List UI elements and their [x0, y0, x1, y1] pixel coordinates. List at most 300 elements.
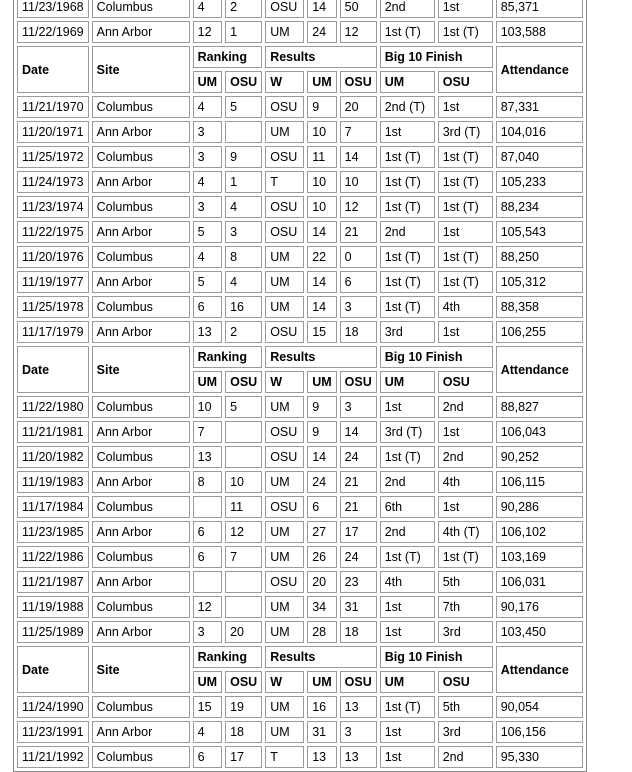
um-score-cell: 6 — [307, 496, 336, 518]
osu-ranking-cell — [225, 596, 262, 618]
um-score-cell: 20 — [307, 571, 336, 593]
date-cell: 11/25/1972 — [17, 146, 89, 168]
site-cell: Columbus — [92, 196, 190, 218]
osu-ranking-cell: 8 — [225, 246, 262, 268]
big10-finish-header: Big 10 Finish — [380, 46, 493, 68]
osu-big10-finish-cell: 3rd — [438, 621, 493, 643]
table-row — [17, 471, 583, 493]
osu-ranking-cell: 4 — [225, 196, 262, 218]
site-cell: Columbus — [92, 446, 190, 468]
osu-score-cell: 0 — [340, 246, 377, 268]
um-score-cell: 9 — [307, 421, 336, 443]
date-cell: 11/23/1974 — [17, 196, 89, 218]
ranking-header: Ranking — [193, 346, 263, 368]
site-cell: Ann Arbor — [92, 421, 190, 443]
um-score-cell: 10 — [307, 171, 336, 193]
table-row — [17, 446, 583, 468]
osu-ranking-cell — [225, 571, 262, 593]
table-row — [17, 96, 583, 118]
um-ranking-cell: 4 — [193, 96, 222, 118]
osu-big10-finish-cell: 2nd — [438, 746, 493, 768]
osu-ranking-cell: 7 — [225, 546, 262, 568]
attendance-cell: 90,054 — [496, 696, 583, 718]
um-score-cell: 15 — [307, 321, 336, 343]
winner-cell: UM — [265, 21, 304, 43]
um-big10-finish-cell: 1st — [380, 621, 435, 643]
table-row — [17, 546, 583, 568]
osu-big10-finish-cell: 1st — [438, 96, 493, 118]
osu-score-cell: 3 — [340, 296, 377, 318]
winner-cell: OSU — [265, 446, 304, 468]
results-w-subheader: W — [265, 671, 304, 693]
um-ranking-cell: 13 — [193, 321, 222, 343]
table-row — [17, 146, 583, 168]
winner-cell: UM — [265, 246, 304, 268]
table-row — [17, 621, 583, 643]
um-ranking-cell: 5 — [193, 221, 222, 243]
date-cell: 11/19/1988 — [17, 596, 89, 618]
osu-ranking-cell: 5 — [225, 96, 262, 118]
um-big10-finish-cell: 1st (T) — [380, 446, 435, 468]
big10-um-subheader: UM — [380, 71, 435, 93]
osu-big10-finish-cell: 1st (T) — [438, 271, 493, 293]
osu-score-cell: 14 — [340, 146, 377, 168]
attendance-cell: 90,252 — [496, 446, 583, 468]
um-score-cell: 26 — [307, 546, 336, 568]
table-row — [17, 196, 583, 218]
um-score-cell: 9 — [307, 96, 336, 118]
big10-osu-subheader: OSU — [438, 371, 493, 393]
table-row — [17, 21, 583, 43]
osu-big10-finish-cell: 2nd — [438, 446, 493, 468]
attendance-cell: 103,169 — [496, 546, 583, 568]
osu-ranking-cell — [225, 121, 262, 143]
winner-cell: UM — [265, 721, 304, 743]
table-row — [17, 696, 583, 718]
winner-cell: T — [265, 746, 304, 768]
site-header: Site — [92, 46, 190, 93]
table-row — [17, 171, 583, 193]
osu-big10-finish-cell: 1st (T) — [438, 196, 493, 218]
um-big10-finish-cell: 1st (T) — [380, 271, 435, 293]
site-cell: Columbus — [92, 746, 190, 768]
results-um-subheader: UM — [307, 71, 336, 93]
site-cell: Ann Arbor — [92, 621, 190, 643]
um-ranking-cell: 4 — [193, 721, 222, 743]
osu-big10-finish-cell: 1st — [438, 0, 493, 18]
site-cell: Ann Arbor — [92, 171, 190, 193]
attendance-header: Attendance — [496, 46, 583, 93]
date-cell: 11/17/1984 — [17, 496, 89, 518]
table-row — [17, 121, 583, 143]
osu-score-cell: 20 — [340, 96, 377, 118]
winner-cell: T — [265, 171, 304, 193]
attendance-cell: 106,031 — [496, 571, 583, 593]
osu-big10-finish-cell: 7th — [438, 596, 493, 618]
big10-um-subheader: UM — [380, 671, 435, 693]
results-header: Results — [265, 346, 377, 368]
osu-ranking-cell: 2 — [225, 321, 262, 343]
um-score-cell: 10 — [307, 196, 336, 218]
um-ranking-cell: 12 — [193, 596, 222, 618]
um-ranking-cell: 4 — [193, 246, 222, 268]
osu-score-cell: 21 — [340, 471, 377, 493]
um-ranking-cell: 5 — [193, 271, 222, 293]
date-cell: 11/25/1989 — [17, 621, 89, 643]
date-cell: 11/21/1992 — [17, 746, 89, 768]
um-score-cell: 24 — [307, 21, 336, 43]
um-big10-finish-cell: 6th — [380, 496, 435, 518]
osu-big10-finish-cell: 4th — [438, 471, 493, 493]
winner-cell: UM — [265, 521, 304, 543]
osu-score-cell: 18 — [340, 621, 377, 643]
osu-big10-finish-cell: 5th — [438, 696, 493, 718]
winner-cell: UM — [265, 121, 304, 143]
ranking-header: Ranking — [193, 46, 263, 68]
date-cell: 11/22/1975 — [17, 221, 89, 243]
big10-finish-header: Big 10 Finish — [380, 346, 493, 368]
um-score-cell: 14 — [307, 221, 336, 243]
attendance-cell: 88,827 — [496, 396, 583, 418]
um-big10-finish-cell: 3rd — [380, 321, 435, 343]
winner-cell: OSU — [265, 221, 304, 243]
ranking-osu-subheader: OSU — [225, 371, 262, 393]
um-big10-finish-cell: 1st (T) — [380, 21, 435, 43]
winner-cell: UM — [265, 271, 304, 293]
um-ranking-cell: 15 — [193, 696, 222, 718]
osu-score-cell: 6 — [340, 271, 377, 293]
osu-big10-finish-cell: 1st — [438, 421, 493, 443]
osu-big10-finish-cell: 3rd — [438, 721, 493, 743]
results-w-subheader: W — [265, 71, 304, 93]
date-cell: 11/25/1978 — [17, 296, 89, 318]
attendance-cell: 105,312 — [496, 271, 583, 293]
table-row — [17, 246, 583, 268]
um-big10-finish-cell: 2nd — [380, 471, 435, 493]
osu-score-cell: 14 — [340, 421, 377, 443]
osu-big10-finish-cell: 1st — [438, 321, 493, 343]
um-ranking-cell: 12 — [193, 21, 222, 43]
um-big10-finish-cell: 1st (T) — [380, 696, 435, 718]
date-cell: 11/22/1986 — [17, 546, 89, 568]
um-score-cell: 14 — [307, 271, 336, 293]
table-row — [17, 746, 583, 768]
osu-big10-finish-cell: 4th (T) — [438, 521, 493, 543]
table-row — [17, 496, 583, 518]
site-header: Site — [92, 646, 190, 693]
osu-ranking-cell: 3 — [225, 221, 262, 243]
site-cell: Ann Arbor — [92, 21, 190, 43]
osu-score-cell: 24 — [340, 446, 377, 468]
winner-cell: OSU — [265, 421, 304, 443]
um-big10-finish-cell: 1st (T) — [380, 246, 435, 268]
site-cell: Ann Arbor — [92, 571, 190, 593]
um-big10-finish-cell: 1st — [380, 721, 435, 743]
site-cell: Ann Arbor — [92, 221, 190, 243]
date-header: Date — [17, 346, 89, 393]
um-score-cell: 11 — [307, 146, 336, 168]
date-cell: 11/20/1971 — [17, 121, 89, 143]
site-cell: Columbus — [92, 246, 190, 268]
osu-score-cell: 21 — [340, 221, 377, 243]
date-cell: 11/17/1979 — [17, 321, 89, 343]
ranking-osu-subheader: OSU — [225, 671, 262, 693]
osu-score-cell: 12 — [340, 196, 377, 218]
um-big10-finish-cell: 1st — [380, 396, 435, 418]
attendance-cell: 87,040 — [496, 146, 583, 168]
site-cell: Columbus — [92, 146, 190, 168]
um-ranking-cell: 6 — [193, 546, 222, 568]
winner-cell: UM — [265, 546, 304, 568]
um-score-cell: 14 — [307, 446, 336, 468]
date-cell: 11/22/1980 — [17, 396, 89, 418]
osu-ranking-cell: 11 — [225, 496, 262, 518]
site-cell: Columbus — [92, 696, 190, 718]
date-cell: 11/23/1985 — [17, 521, 89, 543]
table-row — [17, 596, 583, 618]
osu-ranking-cell: 17 — [225, 746, 262, 768]
header-row — [17, 646, 583, 668]
osu-ranking-cell: 2 — [225, 0, 262, 18]
results-table — [13, 0, 587, 772]
site-cell: Ann Arbor — [92, 321, 190, 343]
table-row — [17, 0, 583, 18]
osu-score-cell: 10 — [340, 171, 377, 193]
um-ranking-cell — [193, 496, 222, 518]
um-big10-finish-cell: 1st (T) — [380, 171, 435, 193]
osu-ranking-cell: 19 — [225, 696, 262, 718]
winner-cell: UM — [265, 396, 304, 418]
site-cell: Columbus — [92, 0, 190, 18]
results-w-subheader: W — [265, 371, 304, 393]
osu-ranking-cell: 9 — [225, 146, 262, 168]
site-cell: Columbus — [92, 296, 190, 318]
osu-big10-finish-cell: 4th — [438, 296, 493, 318]
date-header: Date — [17, 646, 89, 693]
table-row — [17, 296, 583, 318]
attendance-cell: 103,588 — [496, 21, 583, 43]
osu-score-cell: 18 — [340, 321, 377, 343]
date-cell: 11/21/1987 — [17, 571, 89, 593]
site-cell: Columbus — [92, 96, 190, 118]
winner-cell: OSU — [265, 196, 304, 218]
um-score-cell: 22 — [307, 246, 336, 268]
um-score-cell: 9 — [307, 396, 336, 418]
date-cell: 11/21/1970 — [17, 96, 89, 118]
attendance-cell: 88,234 — [496, 196, 583, 218]
osu-big10-finish-cell: 1st (T) — [438, 21, 493, 43]
winner-cell: UM — [265, 696, 304, 718]
osu-score-cell: 13 — [340, 696, 377, 718]
um-ranking-cell: 3 — [193, 196, 222, 218]
osu-ranking-cell — [225, 446, 262, 468]
date-cell: 11/19/1977 — [17, 271, 89, 293]
osu-big10-finish-cell: 1st (T) — [438, 246, 493, 268]
date-cell: 11/22/1969 — [17, 21, 89, 43]
winner-cell: OSU — [265, 321, 304, 343]
um-score-cell: 10 — [307, 121, 336, 143]
attendance-header: Attendance — [496, 346, 583, 393]
osu-score-cell: 17 — [340, 521, 377, 543]
um-ranking-cell: 3 — [193, 146, 222, 168]
um-score-cell: 16 — [307, 696, 336, 718]
winner-cell: OSU — [265, 96, 304, 118]
um-big10-finish-cell: 1st (T) — [380, 296, 435, 318]
winner-cell: UM — [265, 621, 304, 643]
um-big10-finish-cell: 2nd — [380, 221, 435, 243]
results-um-subheader: UM — [307, 371, 336, 393]
um-score-cell: 14 — [307, 296, 336, 318]
big10-um-subheader: UM — [380, 371, 435, 393]
osu-ranking-cell: 1 — [225, 171, 262, 193]
results-osu-subheader: OSU — [340, 371, 377, 393]
attendance-cell: 90,286 — [496, 496, 583, 518]
winner-cell: OSU — [265, 496, 304, 518]
osu-ranking-cell: 16 — [225, 296, 262, 318]
attendance-cell: 90,176 — [496, 596, 583, 618]
results-um-subheader: UM — [307, 671, 336, 693]
ranking-um-subheader: UM — [193, 71, 222, 93]
ranking-header: Ranking — [193, 646, 263, 668]
osu-ranking-cell: 4 — [225, 271, 262, 293]
site-cell: Ann Arbor — [92, 271, 190, 293]
osu-score-cell: 3 — [340, 396, 377, 418]
um-big10-finish-cell: 1st (T) — [380, 196, 435, 218]
attendance-cell: 87,331 — [496, 96, 583, 118]
table-row — [17, 571, 583, 593]
date-cell: 11/20/1982 — [17, 446, 89, 468]
site-cell: Columbus — [92, 596, 190, 618]
um-score-cell: 27 — [307, 521, 336, 543]
site-cell: Columbus — [92, 496, 190, 518]
um-ranking-cell: 6 — [193, 746, 222, 768]
osu-score-cell: 21 — [340, 496, 377, 518]
um-big10-finish-cell: 1st (T) — [380, 546, 435, 568]
winner-cell: OSU — [265, 571, 304, 593]
attendance-cell: 104,016 — [496, 121, 583, 143]
um-ranking-cell: 10 — [193, 396, 222, 418]
big10-osu-subheader: OSU — [438, 71, 493, 93]
date-cell: 11/23/1991 — [17, 721, 89, 743]
osu-ranking-cell: 20 — [225, 621, 262, 643]
um-ranking-cell: 3 — [193, 621, 222, 643]
attendance-cell: 88,358 — [496, 296, 583, 318]
um-ranking-cell: 6 — [193, 521, 222, 543]
site-header: Site — [92, 346, 190, 393]
table-row — [17, 221, 583, 243]
osu-score-cell: 3 — [340, 721, 377, 743]
table-row — [17, 321, 583, 343]
attendance-header: Attendance — [496, 646, 583, 693]
osu-score-cell: 31 — [340, 596, 377, 618]
um-score-cell: 24 — [307, 471, 336, 493]
winner-cell: UM — [265, 596, 304, 618]
header-row — [17, 46, 583, 68]
osu-score-cell: 50 — [340, 0, 377, 18]
winner-cell: OSU — [265, 0, 304, 18]
attendance-cell: 95,330 — [496, 746, 583, 768]
osu-ranking-cell: 12 — [225, 521, 262, 543]
um-big10-finish-cell: 1st — [380, 596, 435, 618]
date-cell: 11/24/1973 — [17, 171, 89, 193]
osu-score-cell: 12 — [340, 21, 377, 43]
um-big10-finish-cell: 1st (T) — [380, 146, 435, 168]
site-cell: Ann Arbor — [92, 721, 190, 743]
attendance-cell: 106,043 — [496, 421, 583, 443]
site-cell: Ann Arbor — [92, 121, 190, 143]
osu-score-cell: 7 — [340, 121, 377, 143]
um-big10-finish-cell: 2nd (T) — [380, 96, 435, 118]
table-row — [17, 396, 583, 418]
um-score-cell: 34 — [307, 596, 336, 618]
um-ranking-cell: 6 — [193, 296, 222, 318]
table-row — [17, 271, 583, 293]
um-ranking-cell: 3 — [193, 121, 222, 143]
date-cell: 11/19/1983 — [17, 471, 89, 493]
um-score-cell: 28 — [307, 621, 336, 643]
date-cell: 11/24/1990 — [17, 696, 89, 718]
osu-big10-finish-cell: 1st (T) — [438, 546, 493, 568]
header-row — [17, 346, 583, 368]
big10-osu-subheader: OSU — [438, 671, 493, 693]
um-score-cell: 13 — [307, 746, 336, 768]
um-big10-finish-cell: 2nd — [380, 521, 435, 543]
date-cell: 11/20/1976 — [17, 246, 89, 268]
osu-big10-finish-cell: 1st — [438, 221, 493, 243]
attendance-cell: 105,233 — [496, 171, 583, 193]
attendance-cell: 103,450 — [496, 621, 583, 643]
osu-score-cell: 13 — [340, 746, 377, 768]
date-cell: 11/23/1968 — [17, 0, 89, 18]
osu-big10-finish-cell: 1st (T) — [438, 171, 493, 193]
um-ranking-cell: 13 — [193, 446, 222, 468]
osu-big10-finish-cell: 3rd (T) — [438, 121, 493, 143]
osu-score-cell: 23 — [340, 571, 377, 593]
ranking-um-subheader: UM — [193, 371, 222, 393]
attendance-cell: 106,255 — [496, 321, 583, 343]
osu-big10-finish-cell: 5th — [438, 571, 493, 593]
date-header: Date — [17, 46, 89, 93]
um-big10-finish-cell: 1st — [380, 746, 435, 768]
date-cell: 11/21/1981 — [17, 421, 89, 443]
osu-big10-finish-cell: 1st (T) — [438, 146, 493, 168]
table-row — [17, 521, 583, 543]
attendance-cell: 106,156 — [496, 721, 583, 743]
um-ranking-cell: 8 — [193, 471, 222, 493]
um-score-cell: 31 — [307, 721, 336, 743]
results-table-body — [17, 0, 583, 768]
winner-cell: UM — [265, 296, 304, 318]
results-header: Results — [265, 646, 377, 668]
um-big10-finish-cell: 2nd — [380, 0, 435, 18]
um-big10-finish-cell: 4th — [380, 571, 435, 593]
um-ranking-cell: 7 — [193, 421, 222, 443]
osu-big10-finish-cell: 1st — [438, 496, 493, 518]
table-row — [17, 421, 583, 443]
attendance-cell: 106,115 — [496, 471, 583, 493]
um-big10-finish-cell: 1st — [380, 121, 435, 143]
attendance-cell: 106,102 — [496, 521, 583, 543]
site-cell: Columbus — [92, 396, 190, 418]
attendance-cell: 88,250 — [496, 246, 583, 268]
um-ranking-cell — [193, 571, 222, 593]
osu-big10-finish-cell: 2nd — [438, 396, 493, 418]
osu-ranking-cell: 1 — [225, 21, 262, 43]
osu-score-cell: 24 — [340, 546, 377, 568]
site-cell: Columbus — [92, 546, 190, 568]
osu-ranking-cell: 18 — [225, 721, 262, 743]
results-osu-subheader: OSU — [340, 671, 377, 693]
